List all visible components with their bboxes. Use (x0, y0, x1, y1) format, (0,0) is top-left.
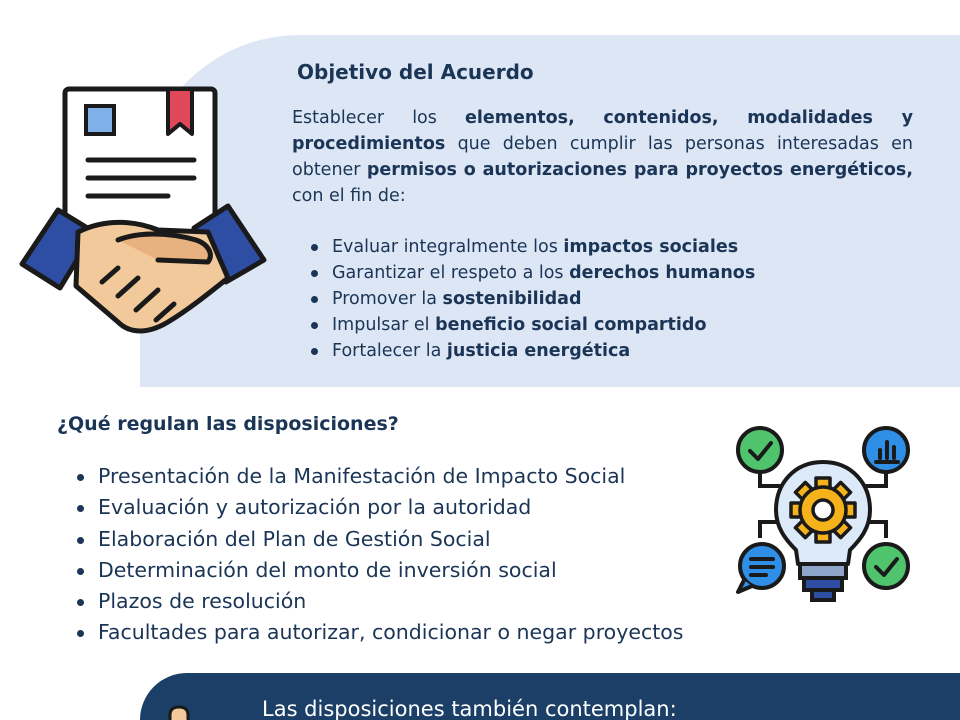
regulation-title: ¿Qué regulan las disposiciones? (57, 413, 399, 435)
objective-title: Objetivo del Acuerdo (297, 60, 534, 84)
list-item: Elaboración del Plan de Gestión Social (74, 524, 734, 555)
list-item (308, 286, 908, 312)
goal-text: Promover la (332, 289, 443, 309)
objective-paragraph (292, 105, 913, 209)
handshake-document-icon (18, 82, 268, 344)
list-item: Facultades para autorizar, condicionar o negar proyectos (74, 617, 734, 648)
paragraph-emphasis: elementos, contenidos, modalidades y procedimientos (292, 108, 913, 154)
lightbulb-gear-icon (728, 420, 918, 605)
goal-text: Evaluar integralmente los (332, 237, 564, 257)
goal-text: Garantizar el respeto a los (332, 263, 570, 283)
paragraph-emphasis: permisos o autorizaciones para proyectos energéticos, (366, 160, 913, 180)
footer-text: Las disposiciones también contemplan: (262, 697, 677, 720)
partial-illustration-icon (164, 705, 194, 720)
goal-emphasis: beneficio social compartido (435, 315, 707, 335)
list-item: Plazos de resolución (74, 586, 734, 617)
goal-emphasis: sostenibilidad (442, 289, 582, 309)
paragraph-text: que deben cumplir las personas interesadas en obtener (292, 134, 913, 180)
list-item: Evaluación y autorización por la autoridad (74, 492, 734, 523)
paragraph-text: con el fin de: (292, 186, 406, 206)
list-item (308, 338, 908, 364)
list-item: Determinación del monto de inversión social (74, 555, 734, 586)
goal-emphasis: impactos sociales (563, 237, 739, 257)
list-item (308, 234, 908, 260)
list-item (308, 260, 908, 286)
footer-band (140, 673, 960, 720)
goal-text: Impulsar el (332, 315, 436, 335)
paragraph-text: Establecer los (292, 108, 465, 128)
goal-emphasis: derechos humanos (569, 263, 756, 283)
goal-text: Fortalecer la (332, 341, 447, 361)
regulation-list (74, 461, 734, 649)
list-item: Presentación de la Manifestación de Impacto Social (74, 461, 734, 492)
list-item (308, 312, 908, 338)
objective-goals-list (308, 234, 908, 364)
goal-emphasis: justicia energética (446, 341, 631, 361)
